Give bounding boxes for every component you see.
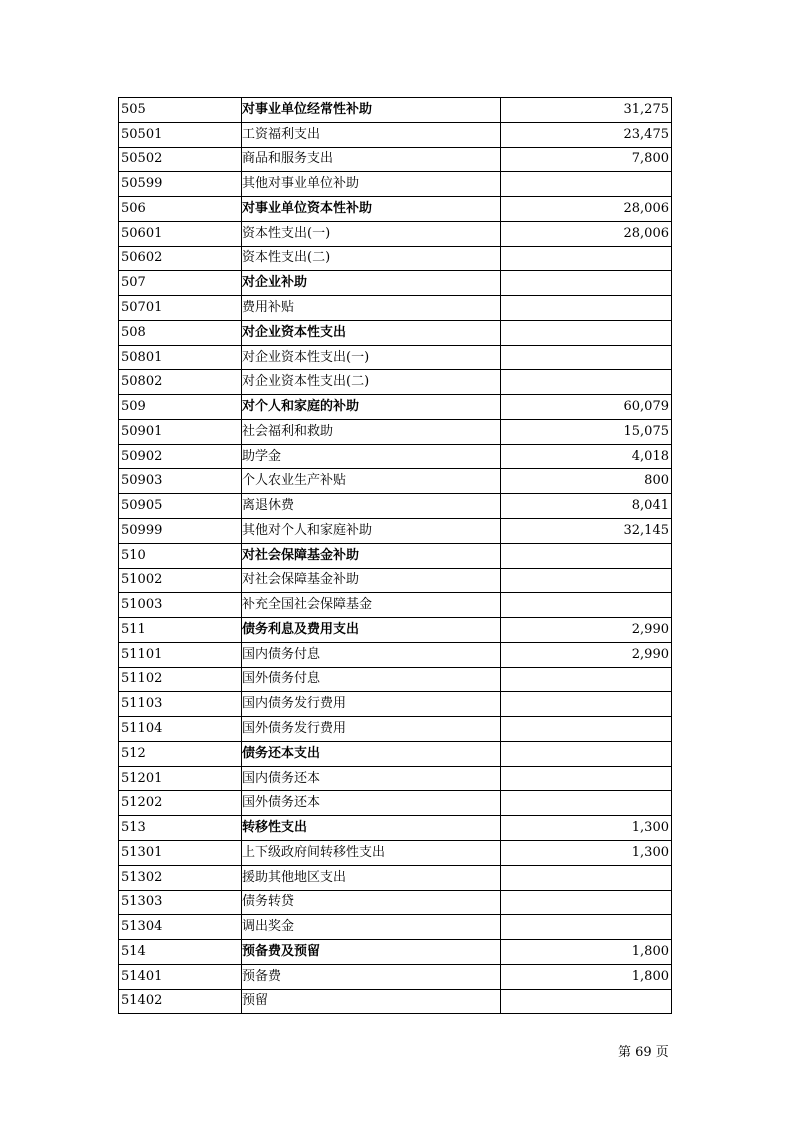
category-name: 对企业资本性支出 <box>242 320 501 345</box>
amount-cell: 800 <box>501 469 672 494</box>
item-code: 50802 <box>119 370 242 395</box>
table-row <box>119 122 672 147</box>
amount-cell: 2,990 <box>501 618 672 643</box>
table-row <box>119 618 672 643</box>
category-name: 对社会保障基金补助 <box>242 543 501 568</box>
item-code: 50601 <box>119 221 242 246</box>
subitem-name: 商品和服务支出 <box>242 147 501 172</box>
table-row <box>119 320 672 345</box>
amount-cell: 31,275 <box>501 98 672 123</box>
subitem-name: 债务转贷 <box>242 890 501 915</box>
amount-cell <box>501 320 672 345</box>
item-code: 51202 <box>119 791 242 816</box>
amount-cell <box>501 271 672 296</box>
subitem-name: 离退休费 <box>242 494 501 519</box>
item-code: 507 <box>119 271 242 296</box>
category-name: 预备费及预留 <box>242 940 501 965</box>
item-code: 51402 <box>119 989 242 1014</box>
amount-cell: 1,800 <box>501 940 672 965</box>
category-name: 对个人和家庭的补助 <box>242 395 501 420</box>
amount-cell <box>501 667 672 692</box>
item-code: 50905 <box>119 494 242 519</box>
category-name: 转移性支出 <box>242 816 501 841</box>
table-row <box>119 147 672 172</box>
item-code: 50999 <box>119 519 242 544</box>
amount-cell: 28,006 <box>501 197 672 222</box>
amount-cell <box>501 692 672 717</box>
amount-cell: 60,079 <box>501 395 672 420</box>
item-code: 505 <box>119 98 242 123</box>
item-code: 51103 <box>119 692 242 717</box>
amount-cell <box>501 568 672 593</box>
item-code: 50903 <box>119 469 242 494</box>
item-code: 50599 <box>119 172 242 197</box>
subitem-name: 国内债务还本 <box>242 766 501 791</box>
budget-table <box>118 97 672 1014</box>
item-code: 51303 <box>119 890 242 915</box>
table-row <box>119 469 672 494</box>
subitem-name: 调出奖金 <box>242 915 501 940</box>
amount-cell <box>501 865 672 890</box>
table-row <box>119 568 672 593</box>
table-row <box>119 197 672 222</box>
amount-cell <box>501 766 672 791</box>
amount-cell: 8,041 <box>501 494 672 519</box>
item-code: 508 <box>119 320 242 345</box>
table-row <box>119 543 672 568</box>
table-row <box>119 741 672 766</box>
table-row <box>119 865 672 890</box>
amount-cell <box>501 246 672 271</box>
item-code: 50502 <box>119 147 242 172</box>
subitem-name: 社会福利和救助 <box>242 419 501 444</box>
table-row <box>119 964 672 989</box>
table-row <box>119 246 672 271</box>
subitem-name: 费用补贴 <box>242 296 501 321</box>
subitem-name: 国外债务付息 <box>242 667 501 692</box>
amount-cell <box>501 172 672 197</box>
amount-cell: 15,075 <box>501 419 672 444</box>
item-code: 513 <box>119 816 242 841</box>
item-code: 510 <box>119 543 242 568</box>
item-code: 51003 <box>119 593 242 618</box>
category-name: 对事业单位资本性补助 <box>242 197 501 222</box>
table-row <box>119 816 672 841</box>
item-code: 51102 <box>119 667 242 692</box>
subitem-name: 助学金 <box>242 444 501 469</box>
item-code: 50701 <box>119 296 242 321</box>
item-code: 511 <box>119 618 242 643</box>
table-row <box>119 940 672 965</box>
table-row <box>119 419 672 444</box>
table-row <box>119 692 672 717</box>
subitem-name: 国外债务发行费用 <box>242 717 501 742</box>
table-row <box>119 395 672 420</box>
subitem-name: 预备费 <box>242 964 501 989</box>
amount-cell <box>501 791 672 816</box>
subitem-name: 对企业资本性支出(二) <box>242 370 501 395</box>
item-code: 50501 <box>119 122 242 147</box>
item-code: 51301 <box>119 840 242 865</box>
table-row <box>119 444 672 469</box>
subitem-name: 工资福利支出 <box>242 122 501 147</box>
amount-cell <box>501 370 672 395</box>
amount-cell <box>501 741 672 766</box>
item-code: 51302 <box>119 865 242 890</box>
table-row <box>119 296 672 321</box>
table-row <box>119 172 672 197</box>
item-code: 50602 <box>119 246 242 271</box>
item-code: 51101 <box>119 642 242 667</box>
amount-cell: 28,006 <box>501 221 672 246</box>
table-row <box>119 791 672 816</box>
table-row <box>119 642 672 667</box>
amount-cell: 1,300 <box>501 840 672 865</box>
amount-cell: 2,990 <box>501 642 672 667</box>
table-row <box>119 271 672 296</box>
amount-cell <box>501 296 672 321</box>
item-code: 506 <box>119 197 242 222</box>
amount-cell <box>501 915 672 940</box>
table-row <box>119 494 672 519</box>
category-name: 债务还本支出 <box>242 741 501 766</box>
page-number: 第 69 页 <box>618 1045 669 1060</box>
item-code: 512 <box>119 741 242 766</box>
table-row <box>119 717 672 742</box>
item-code: 50902 <box>119 444 242 469</box>
subitem-name: 对企业资本性支出(一) <box>242 345 501 370</box>
table-row <box>119 593 672 618</box>
amount-cell <box>501 890 672 915</box>
amount-cell: 1,800 <box>501 964 672 989</box>
category-name: 对事业单位经常性补助 <box>242 98 501 123</box>
table-row <box>119 667 672 692</box>
table-row <box>119 98 672 123</box>
table-row <box>119 840 672 865</box>
item-code: 51304 <box>119 915 242 940</box>
item-code: 51201 <box>119 766 242 791</box>
subitem-name: 上下级政府间转移性支出 <box>242 840 501 865</box>
table-row <box>119 519 672 544</box>
amount-cell: 1,300 <box>501 816 672 841</box>
table-row <box>119 370 672 395</box>
table-row <box>119 221 672 246</box>
subitem-name: 对社会保障基金补助 <box>242 568 501 593</box>
subitem-name: 国外债务还本 <box>242 791 501 816</box>
subitem-name: 援助其他地区支出 <box>242 865 501 890</box>
item-code: 514 <box>119 940 242 965</box>
amount-cell: 4,018 <box>501 444 672 469</box>
item-code: 50801 <box>119 345 242 370</box>
amount-cell <box>501 543 672 568</box>
table-row <box>119 989 672 1014</box>
item-code: 51002 <box>119 568 242 593</box>
amount-cell <box>501 989 672 1014</box>
budget-table-body <box>119 98 672 1014</box>
item-code: 51401 <box>119 964 242 989</box>
item-code: 50901 <box>119 419 242 444</box>
amount-cell: 32,145 <box>501 519 672 544</box>
subitem-name: 资本性支出(二) <box>242 246 501 271</box>
amount-cell <box>501 593 672 618</box>
subitem-name: 补充全国社会保障基金 <box>242 593 501 618</box>
subitem-name: 其他对个人和家庭补助 <box>242 519 501 544</box>
item-code: 51104 <box>119 717 242 742</box>
amount-cell: 7,800 <box>501 147 672 172</box>
table-row <box>119 766 672 791</box>
subitem-name: 国内债务发行费用 <box>242 692 501 717</box>
item-code: 509 <box>119 395 242 420</box>
subitem-name: 其他对事业单位补助 <box>242 172 501 197</box>
subitem-name: 预留 <box>242 989 501 1014</box>
table-row <box>119 345 672 370</box>
table-row <box>119 915 672 940</box>
table-row <box>119 890 672 915</box>
amount-cell <box>501 345 672 370</box>
category-name: 债务利息及费用支出 <box>242 618 501 643</box>
subitem-name: 个人农业生产补贴 <box>242 469 501 494</box>
subitem-name: 国内债务付息 <box>242 642 501 667</box>
amount-cell: 23,475 <box>501 122 672 147</box>
subitem-name: 资本性支出(一) <box>242 221 501 246</box>
amount-cell <box>501 717 672 742</box>
category-name: 对企业补助 <box>242 271 501 296</box>
